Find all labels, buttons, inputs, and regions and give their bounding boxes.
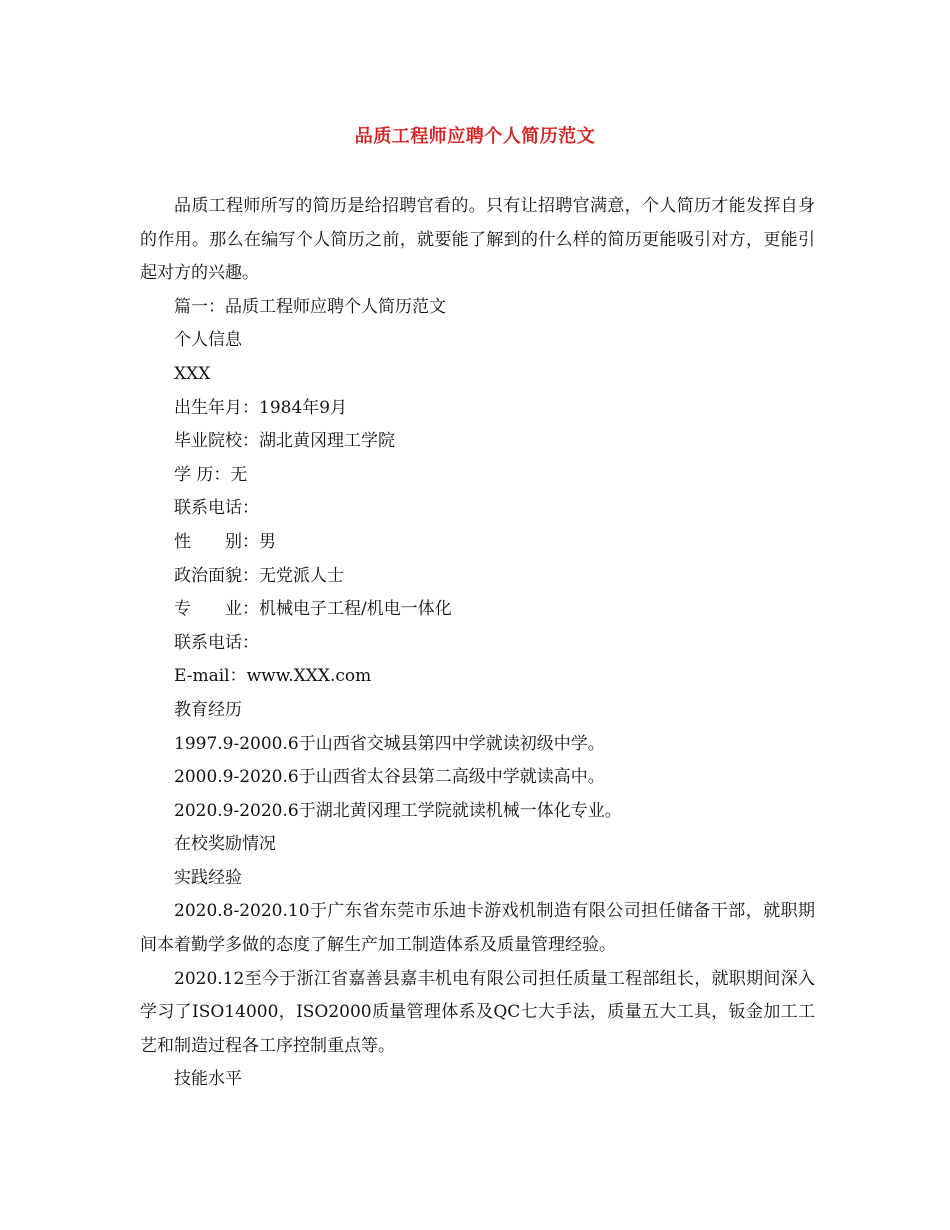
experience-entry: 2020.12至今于浙江省嘉善县嘉丰机电有限公司担任质量工程部组长，就职期间深入学习了ISO14000，ISO2000质量管理体系及QC七大手法，质量五大工具，钣金加工工艺和制造过程各工序控制重点等。 <box>140 968 815 1056</box>
section-heading: 个人信息 <box>174 330 242 351</box>
education-entry: 2000.9-2020.6于山西省太谷县第二高级中学就读高中。 <box>174 767 605 788</box>
document-body <box>140 190 815 1097</box>
name-line: XXX <box>174 363 211 384</box>
education-entry: 1997.9-2000.6于山西省交城县第四中学就读初级中学。 <box>174 733 605 754</box>
email-line: E-mail：www.XXX.com <box>174 666 372 687</box>
education-entry: 2020.9-2020.6于湖北黄冈理工学院就读机械一体化专业。 <box>174 800 622 821</box>
intro-paragraph: 品质工程师所写的简历是给招聘官看的。只有让招聘官满意，个人简历才能发挥自身的作用。那么在编写个人简历之前，就要能了解到的什么样的简历更能吸引对方，更能引起对方的兴趣。 <box>140 196 815 284</box>
section-heading: 技能水平 <box>174 1069 242 1090</box>
section-heading: 篇一：品质工程师应聘个人简历范文 <box>174 296 446 317</box>
phone-line: 联系电话： <box>174 498 259 519</box>
section-heading: 实践经验 <box>174 867 242 888</box>
major-line: 专 业：机械电子工程/机电一体化 <box>174 599 452 620</box>
document-title: 品质工程师应聘个人简历范文 <box>354 126 596 147</box>
experience-entry: 2020.8-2020.10于广东省东莞市乐迪卡游戏机制造有限公司担任储备干部，就职期间本着勤学多做的态度了解生产加工制造体系及质量管理经验。 <box>140 901 815 956</box>
education-level-line: 学 历：无 <box>174 464 248 485</box>
school-line: 毕业院校：湖北黄冈理工学院 <box>174 431 395 452</box>
section-heading: 教育经历 <box>174 699 242 720</box>
political-status-line: 政治面貌：无党派人士 <box>174 565 344 586</box>
phone-line: 联系电话： <box>174 632 259 653</box>
birth-date-line: 出生年月：1984年9月 <box>174 397 348 418</box>
section-heading: 在校奖励情况 <box>174 834 276 855</box>
gender-line: 性 别：男 <box>174 531 276 552</box>
